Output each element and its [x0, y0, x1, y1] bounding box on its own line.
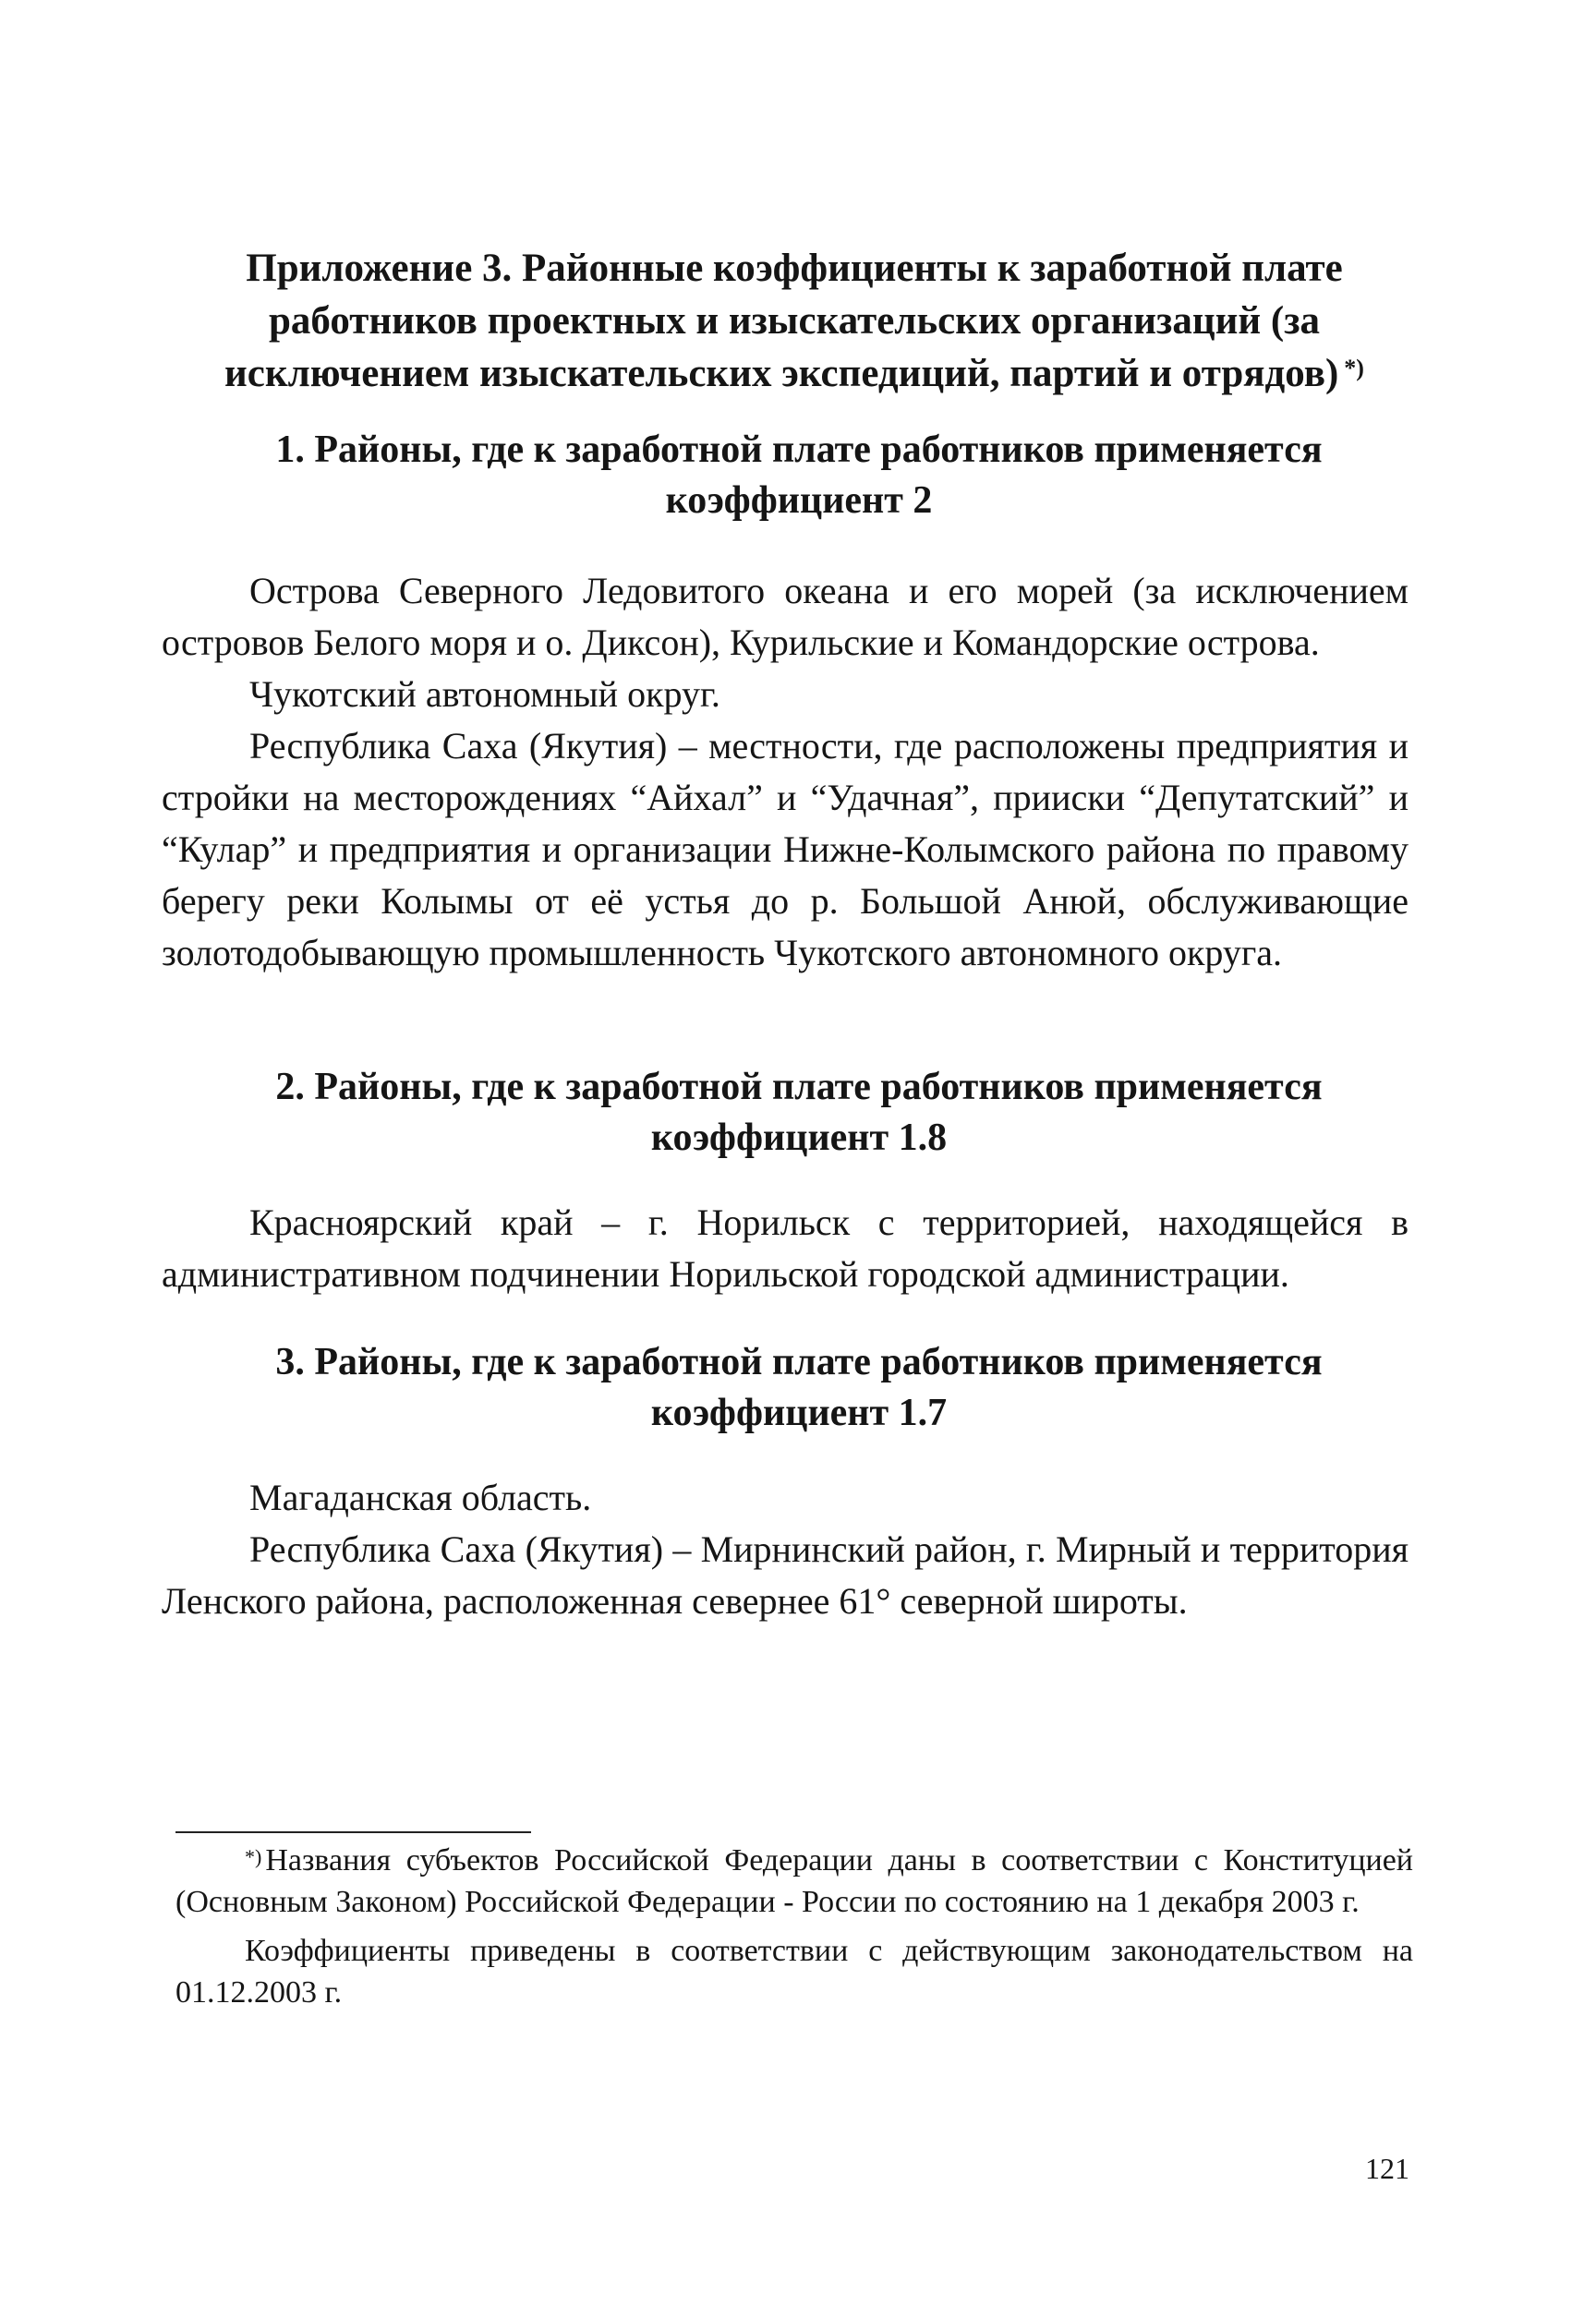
section-1-paragraph: Чукотский автономный округ. [249, 673, 720, 715]
section-1-body [162, 565, 1409, 979]
section-2-body [162, 1197, 1409, 1300]
section-3-heading: 3. Районы, где к заработной плате работников применяется коэффициент 1.7 [275, 1341, 1323, 1434]
section-1-paragraph: Республика Саха (Якутия) – местности, где расположены предприятия и стройки на месторождениях “Айхал” и “Удачная”, прииски “Депутатский” и “Кулар” и предприятия и организации Нижне-Колымского района по правому берегу реки Колымы от её устья до р. Большой Анюй, обслуживающие золотодобывающую промышленность Чукотского автономного округа. [162, 725, 1409, 973]
section-3-paragraph: Республика Саха (Якутия) – Мирнинский район, г. Мирный и территория Ленского района, расположенная севернее 61° северной широты. [162, 1528, 1409, 1622]
footnotes [175, 1840, 1413, 2021]
section-3-paragraph: Магаданская область. [249, 1477, 592, 1518]
footnote-2: Коэффициенты приведены в соответствии с действующим законодательством на 01.12.2003 г. [175, 1934, 1413, 2010]
section-2-heading: 2. Районы, где к заработной плате работников применяется коэффициент 1.8 [275, 1066, 1323, 1159]
footnote-1-text: Названия субъектов Российской Федерации даны в соответствии с Конституцией (Основным Законом) Российской Федерации - России по состоянию на 1 декабря 2003 г. [175, 1843, 1413, 1919]
section-1-paragraph: Острова Северного Ледовитого океана и его морей (за исключением островов Белого моря и о. Диксон), Курильские и Командорские острова. [162, 570, 1409, 663]
appendix-title-text: Приложение 3. Районные коэффициенты к заработной плате работников проектных и изыскательских организаций (за исключением изыскательских экспедиций, партий и отрядов) [224, 247, 1343, 395]
section-2-paragraph: Красноярский край – г. Норильск с территорией, находящейся в административном подчинении Норильской городской администрации. [162, 1201, 1409, 1295]
title-footnote-marker: *) [1344, 355, 1364, 381]
footnote-1 [175, 1840, 1413, 1923]
footnote-marker: *) [245, 1845, 262, 1868]
section-3-body [162, 1472, 1409, 1627]
page-number: 121 [1365, 2152, 1409, 2185]
section-1-heading: 1. Районы, где к заработной плате работников применяется коэффициент 2 [275, 429, 1323, 522]
appendix-title [166, 242, 1422, 400]
footnote-divider [175, 1831, 531, 1833]
